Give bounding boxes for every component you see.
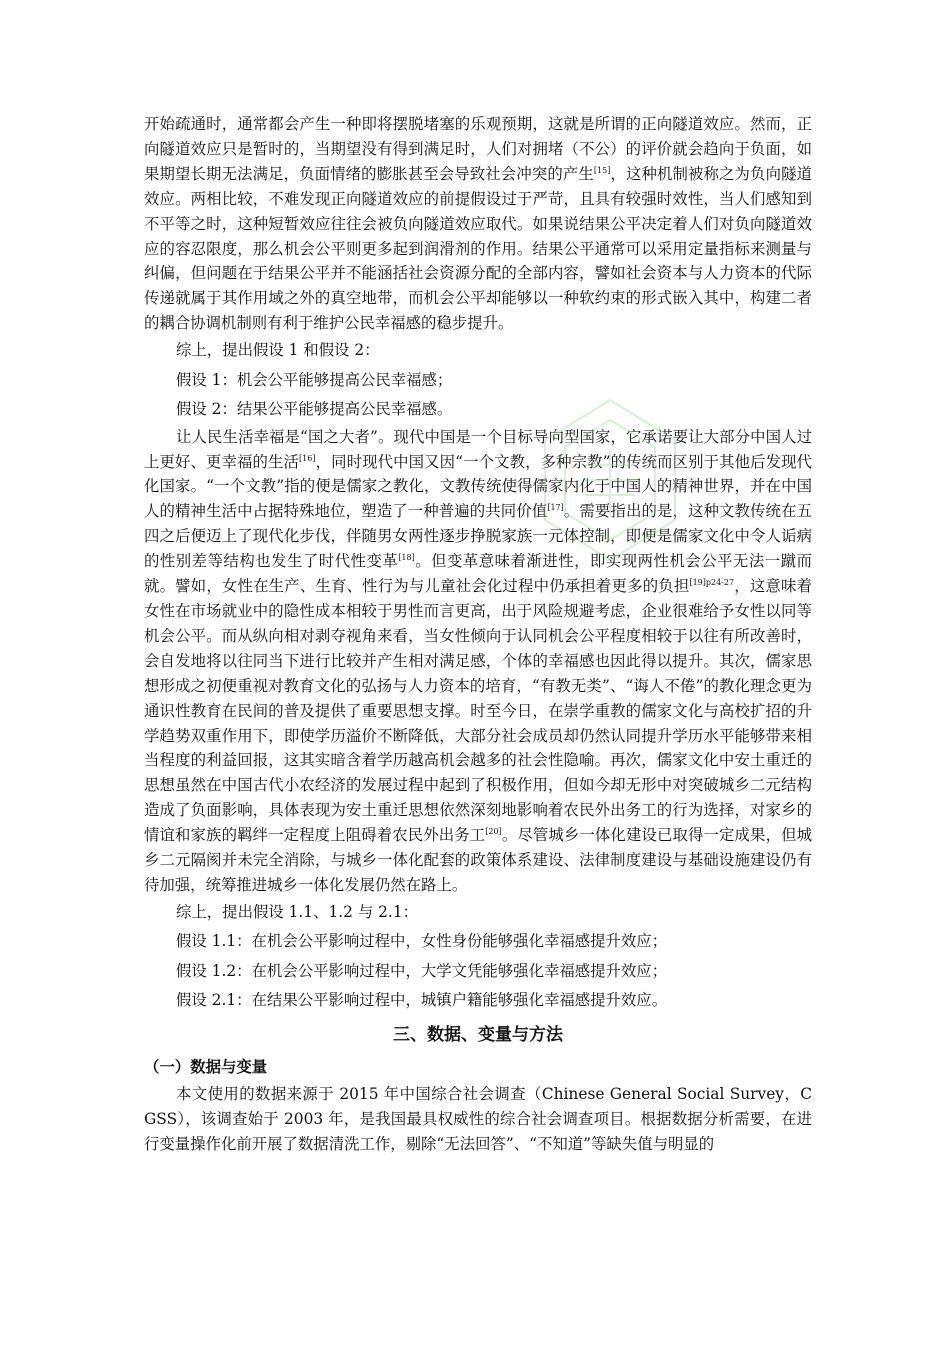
hypothesis-summary-1: 综上，提出假设 1 和假设 2： bbox=[176, 341, 380, 360]
citation: [16] bbox=[299, 453, 316, 463]
citation: [19]p24-27 bbox=[689, 578, 735, 588]
paragraph-confucian-culture bbox=[144, 425, 812, 898]
hypothesis-2: 假设 2：结果公平能够提高公民幸福感。 bbox=[176, 400, 453, 419]
paragraph-text: ，这种机制被称之为负向隧道效应。两相比较，不难发现正向隧道效应的前提假设过于严苛，且具有较强时效性，当人们感知到不平等之时，这种短暂效应往往会被负向隧道效应取代。如果说结果公平决定着人们对负向隧道效应的容忍限度，那么机会公平则更多起到润滑剂的作用。结果公平通常可以采用定量指标来测量与纠偏，但问题在于结果公平并不能涵括社会资源分配的全部内容，譬如社会资本与人力资本的代际传递就属于其作用域之外的真空地带，而机会公平却能够以一种软约束的形式嵌入其中，构建二者的耦合协调机制则有利于维护公民幸福感的稳步提升。 bbox=[144, 164, 812, 333]
citation: [17] bbox=[547, 503, 564, 513]
paragraph-text: 让人民生活幸福是“国之大者”。现代中国是一个目标导向型国家，它承诺要让大部分中国人过上更好、更幸福的生活 bbox=[144, 427, 812, 471]
hypothesis-1-1: 假设 1.1：在机会公平影响过程中，女性身份能够强化幸福感提升效应； bbox=[176, 932, 668, 951]
paragraph-text: 开始疏通时，通常都会产生一种即将摆脱堵塞的乐观预期，这就是所谓的正向隧道效应。然而，正向隧道效应只是暂时的，当期望没有得到满足时，人们对拥堵（不公）的评价就会趋向于负面，如果期望长期无法满足，负面情绪的膨胀甚至会导致社会冲突的产生 bbox=[144, 115, 812, 183]
watermark-icon bbox=[540, 395, 680, 565]
paragraph-text: 。但变革意味着渐进性，即实现两性机会公平无法一蹴而就。譬如，女性在生产、生育、性行为与儿童社会化过程中仍承担着更多的负担 bbox=[144, 552, 812, 596]
hypothesis-1-2: 假设 1.2：在机会公平影响过程中，大学文凭能够强化幸福感提升效应； bbox=[176, 961, 668, 980]
citation: [15] bbox=[593, 165, 611, 175]
paragraph-text: ，同时现代中国又因“一个文教，多种宗教”的传统而区别于其他后发现代化国家。“一个文教”指的便是儒家之教化，文教传统使得儒家内化于中国人的精神世界，并在中国人的精神生活中占据特殊地位，塑造了一种普遍的共同价值 bbox=[144, 452, 812, 521]
citation: [20] bbox=[485, 827, 502, 837]
paragraph-text: 。需要指出的是，这种文教传统在五四之后便迈上了现代化步伐，伴随男女两性逐步挣脱家族一元体控制，即便是儒家文化中令人诟病的性别差等结构也发生了时代性变革 bbox=[144, 502, 812, 571]
hypothesis-2-1: 假设 2.1：在结果公平影响过程中，城镇户籍能够强化幸福感提升效应。 bbox=[176, 991, 668, 1010]
paper-body bbox=[144, 112, 812, 1157]
citation: [18] bbox=[398, 553, 415, 563]
hypothesis-summary-2: 综上，提出假设 1.1、1.2 与 2.1： bbox=[176, 902, 419, 921]
paragraph-tunnel-effect bbox=[144, 112, 812, 336]
paragraph-text: ，这意味着女性在市场就业中的隐性成本相较于男性而言更高，出于风险规避考虑，企业很难给予女性以同等机会公平。而从纵向相对剥夺视角来看，当女性倾向于认同机会公平程度相较于以往有所改善时，会自发地将以往同当下进行比较并产生相对满足感，个体的幸福感也因此得以提升。其次，儒家思想形成之初便重视对教育文化的弘扬与人力资本的培育，“有教无类”、“诲人不倦”的教化理念更为通识性教育在民间的普及提供了重要思想支撑。时至今日，在崇学重教的儒家文化与高校扩招的升学趋势双重作用下，即使学历溢价不断降低，大部分社会成员却仍然认同提升学历水平能够带来相当程度的利益回报，这其实暗含着学历越高机会越多的社会性隐喻。再次，儒家文化中安土重迁的思想虽然在中国古代小农经济的发展过程中起到了积极作用，但如今却无形中对突破城乡二元结构造成了负面影响，具体表现为安土重迁思想依然深刻地影响着农民外出务工的行为选择，对家乡的情谊和家族的羁绊一定程度上阻碍着农民外出务工 bbox=[144, 577, 812, 845]
subsection-title: （一）数据与变量 bbox=[144, 1057, 268, 1076]
paragraph-data-source: 本文使用的数据来源于 2015 年中国综合社会调查（Chinese General Social Survey，CGSS），该调查始于 2003 年，是我国最具权威性的综合社会调查项目。根据数据分析需要，在进行变量操作化前开展了数据清洗工作，剔除“无法回答”、“不知道”等缺失值与明显的 bbox=[144, 1084, 812, 1153]
hypothesis-1: 假设 1：机会公平能够提高公民幸福感； bbox=[176, 370, 453, 389]
section-title: 三、数据、变量与方法 bbox=[393, 1024, 563, 1045]
paragraph-text: 。尽管城乡一体化建设已取得一定成果，但城乡二元隔阂并未完全消除，与城乡一体化配套的政策体系建设、法律制度建设与基础设施建设仍有待加强，统筹推进城乡一体化发展仍然在路上。 bbox=[144, 826, 812, 894]
